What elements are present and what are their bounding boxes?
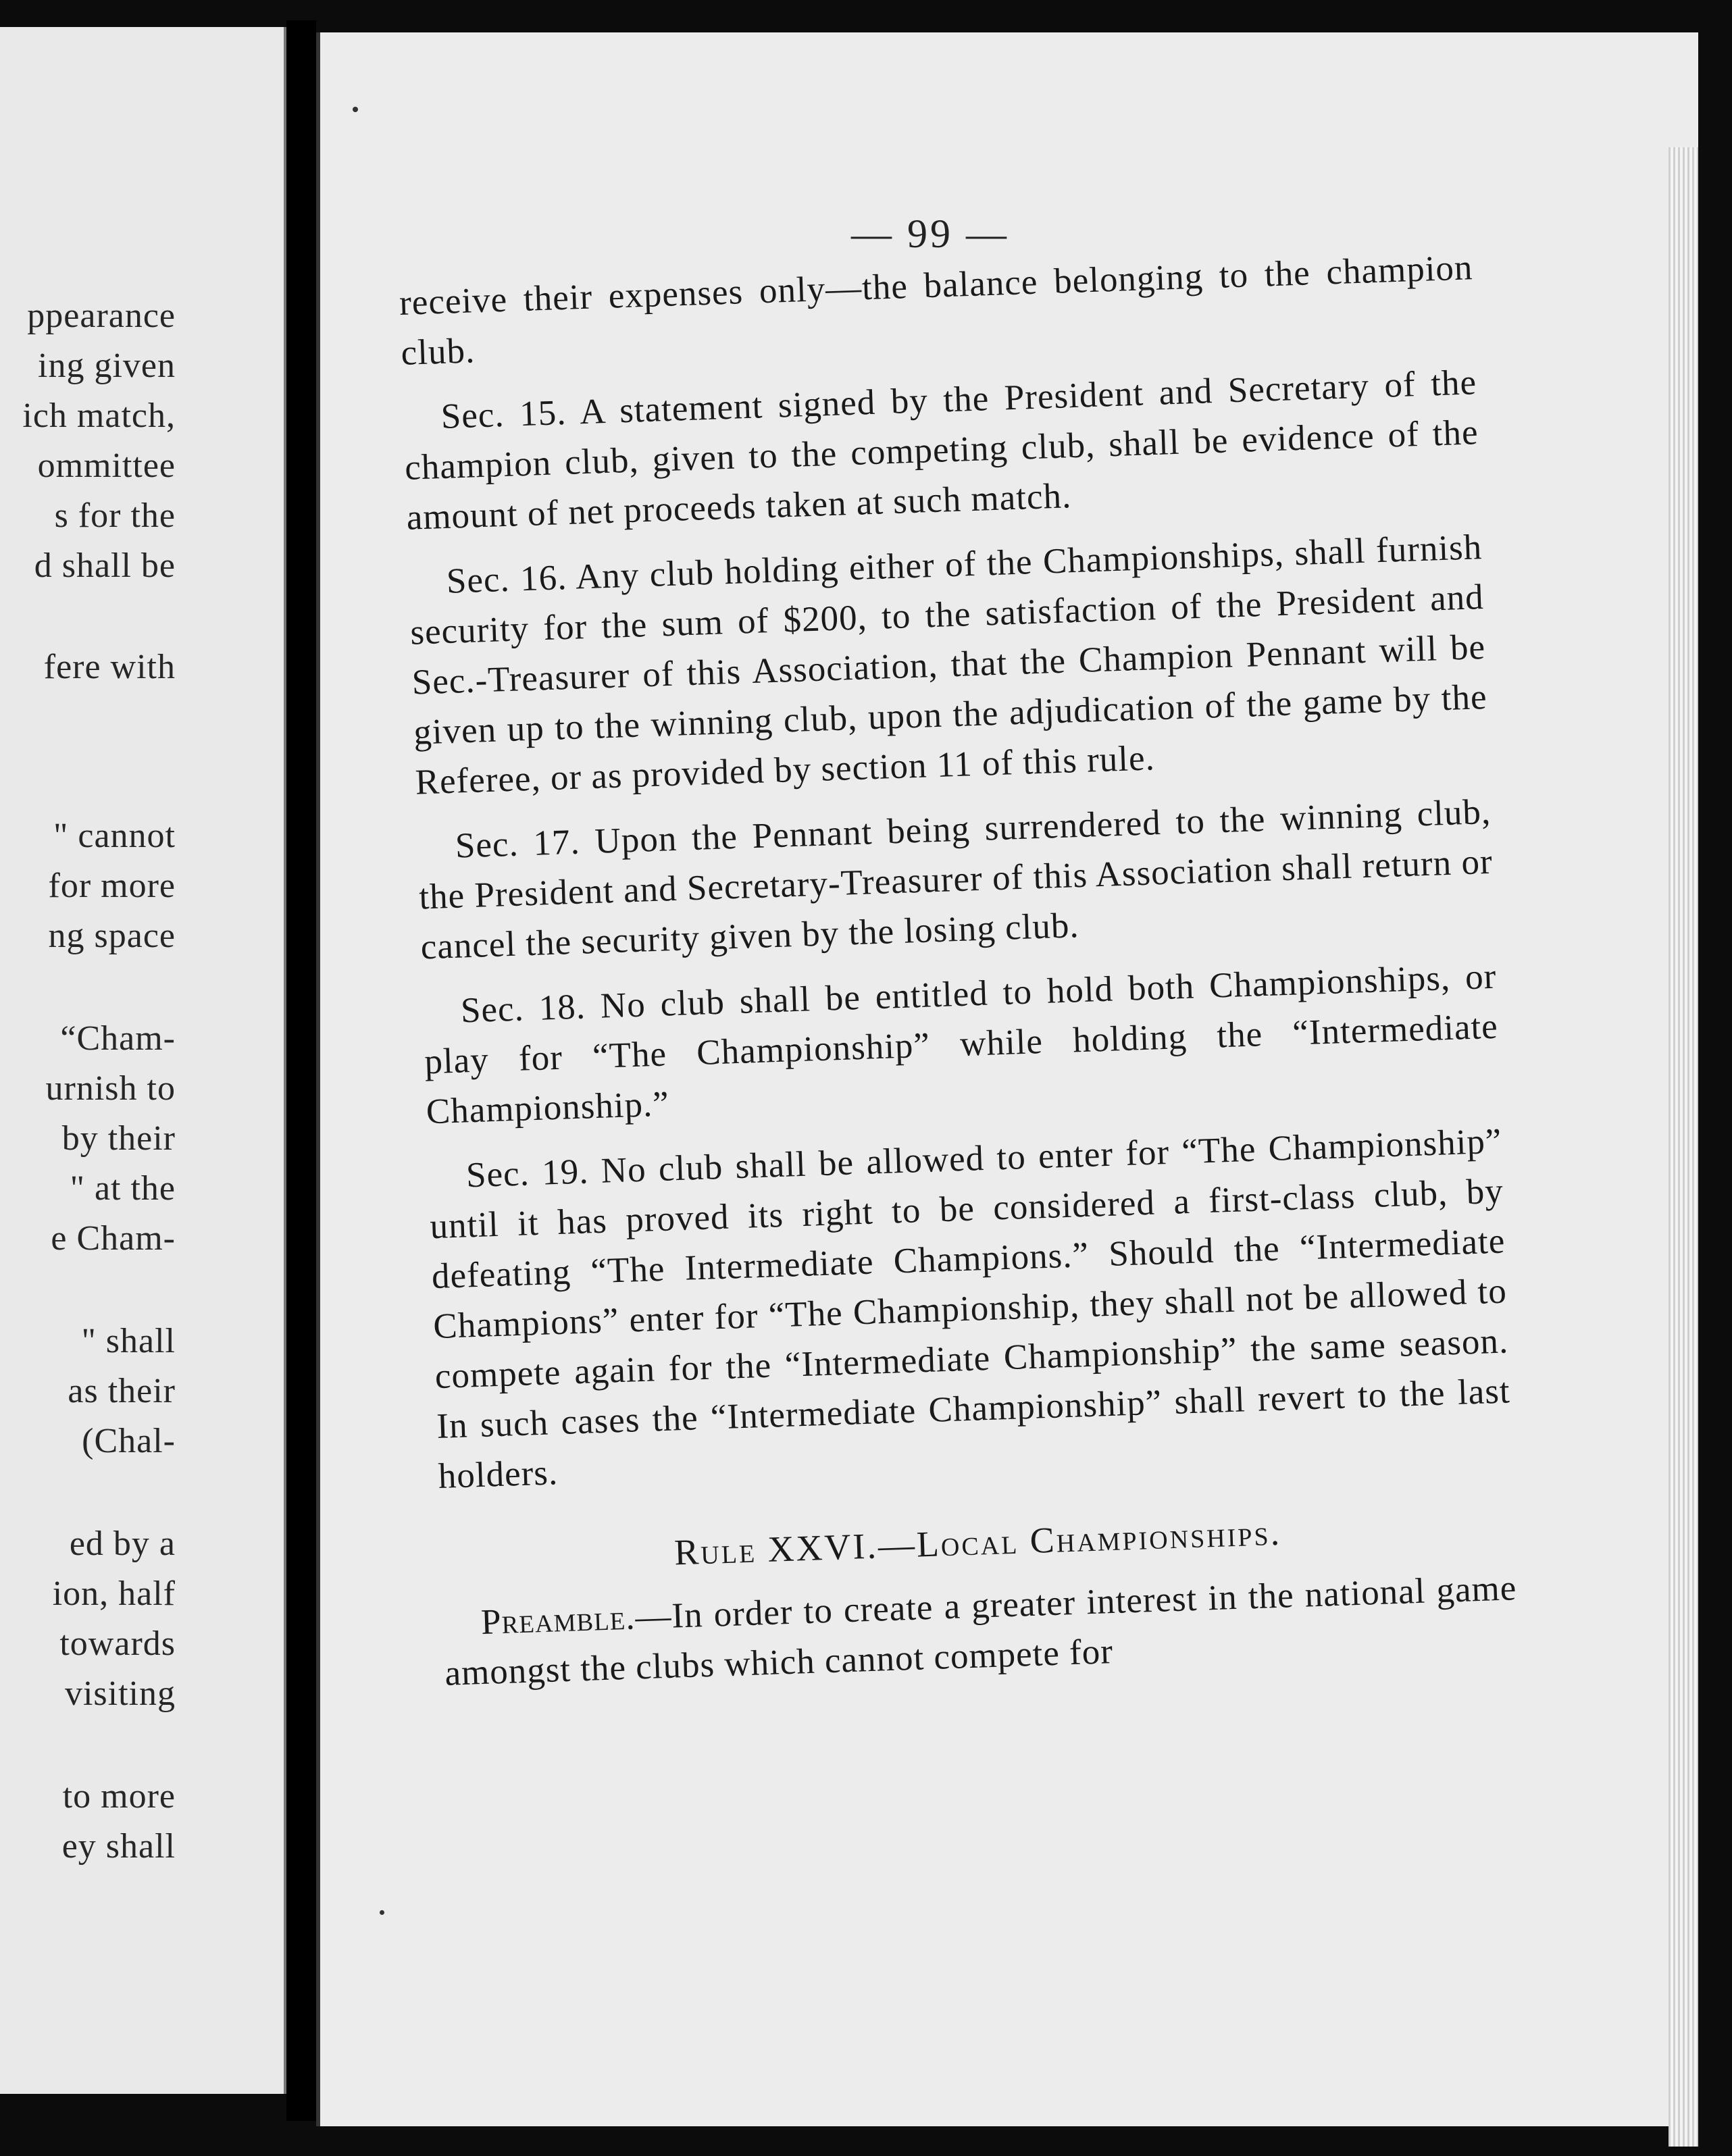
rule-heading: Rule XXVI.—Local Championships.: [673, 1512, 1282, 1573]
book-gutter: [286, 20, 316, 2121]
left-page-fragment: [0, 27, 286, 2094]
left-page-line: urnish to: [45, 1069, 176, 1108]
left-page-line: towards: [59, 1624, 176, 1663]
left-page-line: ing given: [38, 346, 176, 385]
left-page-line: e Cham-: [51, 1219, 176, 1258]
left-page-line: visiting: [64, 1674, 176, 1713]
section-17: Sec. 17. Upon the Pennant being surrendered to the winning club, the President and Secretary-Treasurer of this Association shall return or cancel the security given by the losing club.: [418, 792, 1494, 967]
left-page-line: (Chal-: [82, 1422, 176, 1460]
preamble: [442, 1563, 1519, 1699]
preamble-text: —In order to create a greater interest in the national game amongst the clubs which cannot compete for: [444, 1568, 1518, 1693]
left-page-line: " at the: [70, 1169, 176, 1208]
left-page-line: for more: [48, 867, 176, 905]
left-page-line: by their: [61, 1119, 176, 1158]
page-edge-stack: [1669, 147, 1698, 2147]
left-page-line: as their: [68, 1372, 176, 1410]
left-page-line: " cannot: [53, 817, 176, 855]
preamble-label: Preamble.: [480, 1597, 636, 1643]
left-page-line: " shall: [81, 1322, 176, 1360]
left-page-line: to more: [62, 1777, 176, 1816]
left-page-line: ion, half: [52, 1574, 176, 1613]
left-page-line: ed by a: [69, 1524, 176, 1563]
section-16: Sec. 16. Any club holding either of the Championships, shall furnish security for the sum of $200, to the satisfaction of the President and Sec.-Treasurer of this Association, that the Champion Pennant will be given up to the winning club, upon the adjudication of the game by the Referee, or as provided by section 11 of this rule.: [409, 528, 1488, 802]
body-text: [399, 242, 1520, 1714]
left-page-line: fere with: [43, 648, 176, 686]
section-19: Sec. 19. No club shall be allowed to enter for “The Championship” until it has proved its right to be considered a first-class club, by defeating “The Intermediate Champions.” Should the “Intermediate Champions” enter for “The Championship, they shall not be allowed to compete again for the “Intermediate Championship” the same season. In such cases the “Intermediate Championship” shall revert to the last holders.: [429, 1121, 1511, 1497]
left-page-line: “Cham-: [60, 1019, 176, 1058]
left-page-line: ppearance: [27, 297, 176, 335]
section-15: Sec. 15. A statement signed by the President and Secretary of the champion club, given to the competing club, shall be evidence of the amount of net proceeds taken at such match.: [404, 363, 1479, 538]
left-page-line: ommittee: [37, 446, 176, 485]
left-page-line: s for the: [54, 496, 176, 535]
ink-speck: [380, 1910, 384, 1915]
left-page-line: ich match,: [22, 396, 176, 435]
left-page-line: ey shall: [61, 1827, 176, 1866]
section-18: Sec. 18. No club shall be entitled to hold both Championships, or play for “The Championship” while holding the “Intermediate Championship.”: [424, 956, 1499, 1132]
left-page-line: d shall be: [34, 546, 176, 585]
ink-speck: [353, 107, 358, 112]
page-number: — 99 —: [851, 211, 1009, 256]
left-page-line: ng space: [48, 917, 176, 955]
paragraph-continuation: receive their expenses only—the balance belonging to the champion club.: [399, 248, 1474, 373]
